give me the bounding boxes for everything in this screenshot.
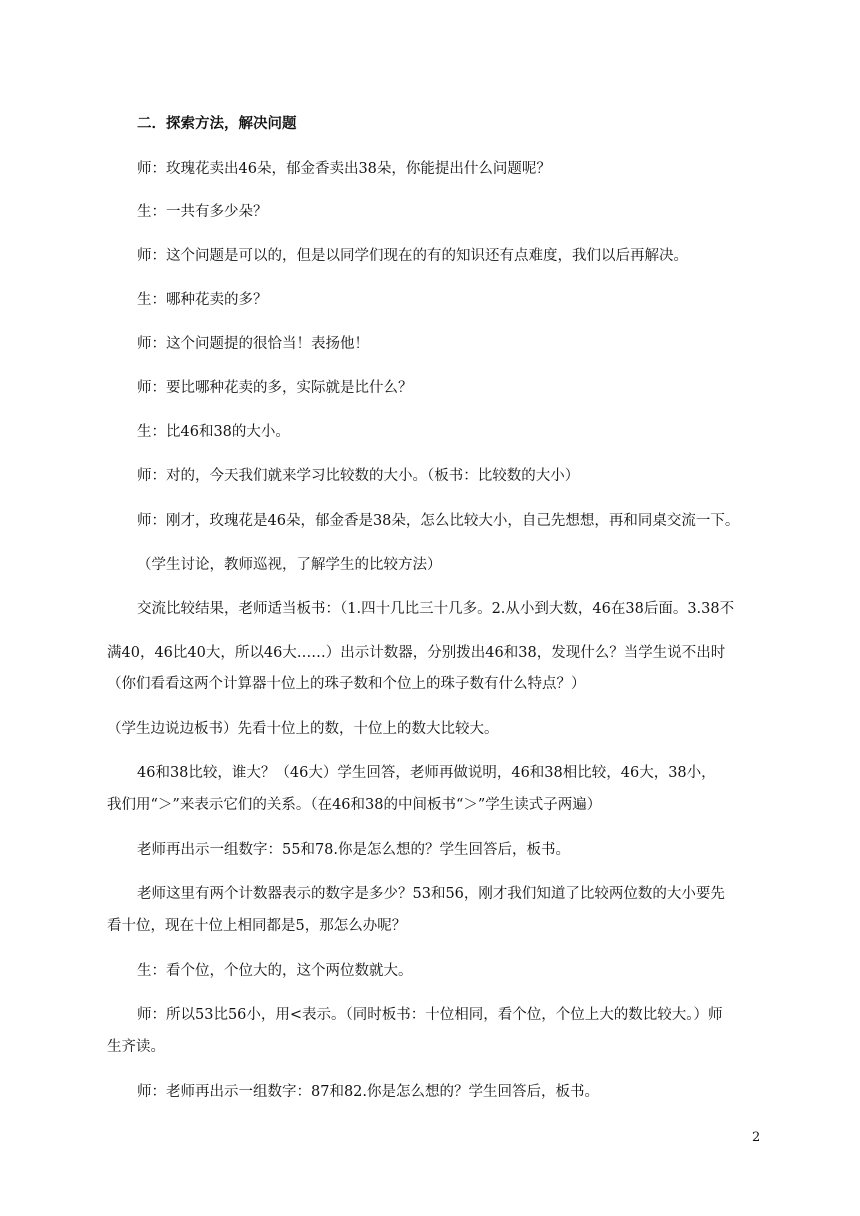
section-title: 二．探索方法，解决问题 (137, 115, 297, 132)
paragraph-line: 师：对的，今天我们就来学习比较数的大小。（板书：比较数的大小） (137, 468, 580, 484)
paragraph-line: 我们用“＞”来表示它们的关系。（在46和38的中间板书“＞”学生读式子两遍） (107, 797, 602, 813)
paragraph-line: 师：玫瑰花卖出46朵，郁金香卖出38朵，你能提出什么问题呢？ (137, 161, 551, 177)
paragraph-line: 生：看个位，个位大的，这个两位数就大。 (137, 963, 413, 979)
paragraph-line: 生齐读。 (107, 1039, 165, 1055)
paragraph-line: （学生边说边板书）先看十位上的数，十位上的数大比较大。 (107, 721, 499, 737)
paragraph-line: （学生讨论，教师巡视，了解学生的比较方法） (137, 557, 442, 573)
paragraph-line: 师：刚才，玫瑰花是46朵，郁金香是38朵，怎么比较大小，自己先想想，再和同桌交流一下。 (137, 513, 740, 529)
paragraph-line: 生：哪种花卖的多？ (137, 292, 268, 308)
paragraph-line: 老师这里有两个计数器表示的数字是多少？53和56，刚才我们知道了比较两位数的大小要先 (137, 886, 725, 902)
paragraph-line: 看十位，现在十位上相同都是5，那怎么办呢？ (107, 918, 407, 934)
paragraph-line: 交流比较结果，老师适当板书：（1.四十几比三十几多。2.从小到大数，46在38后面。3.38不 (137, 601, 735, 617)
paragraph-line: 满40，46比40大，所以46大……）出示计数器，分别拨出46和38，发现什么？当学生说不出时 (107, 645, 726, 661)
paragraph-line: 师：要比哪种花卖的多，实际就是比什么？ (137, 380, 413, 396)
paragraph-line: 师：所以53比56小，用<表示。（同时板书：十位相同，看个位，个位上大的数比较大。）师 (137, 1007, 723, 1023)
paragraph-line: 老师再出示一组数字：55和78.你是怎么想的？学生回答后，板书。 (137, 842, 571, 858)
paragraph-line: 师：老师再出示一组数字：87和82.你是怎么想的？学生回答后，板书。 (137, 1084, 600, 1100)
paragraph-line: 46和38比较，谁大？（46大）学生回答，老师再做说明，46和38相比较，46大，38小， (137, 765, 716, 781)
page-number: 2 (752, 1130, 761, 1145)
paragraph-line: 生：比46和38的大小。 (137, 424, 290, 440)
paragraph-line: 生：一共有多少朵？ (137, 204, 268, 220)
paragraph-line: 师：这个问题是可以的，但是以同学们现在的有的知识还有点难度，我们以后再解决。 (137, 248, 688, 264)
paragraph-line: （你们看看这两个计算器十位上的珠子数和个位上的珠子数有什么特点？） (107, 676, 586, 692)
paragraph-line: 师：这个问题提的很恰当！表扬他！ (137, 336, 369, 352)
